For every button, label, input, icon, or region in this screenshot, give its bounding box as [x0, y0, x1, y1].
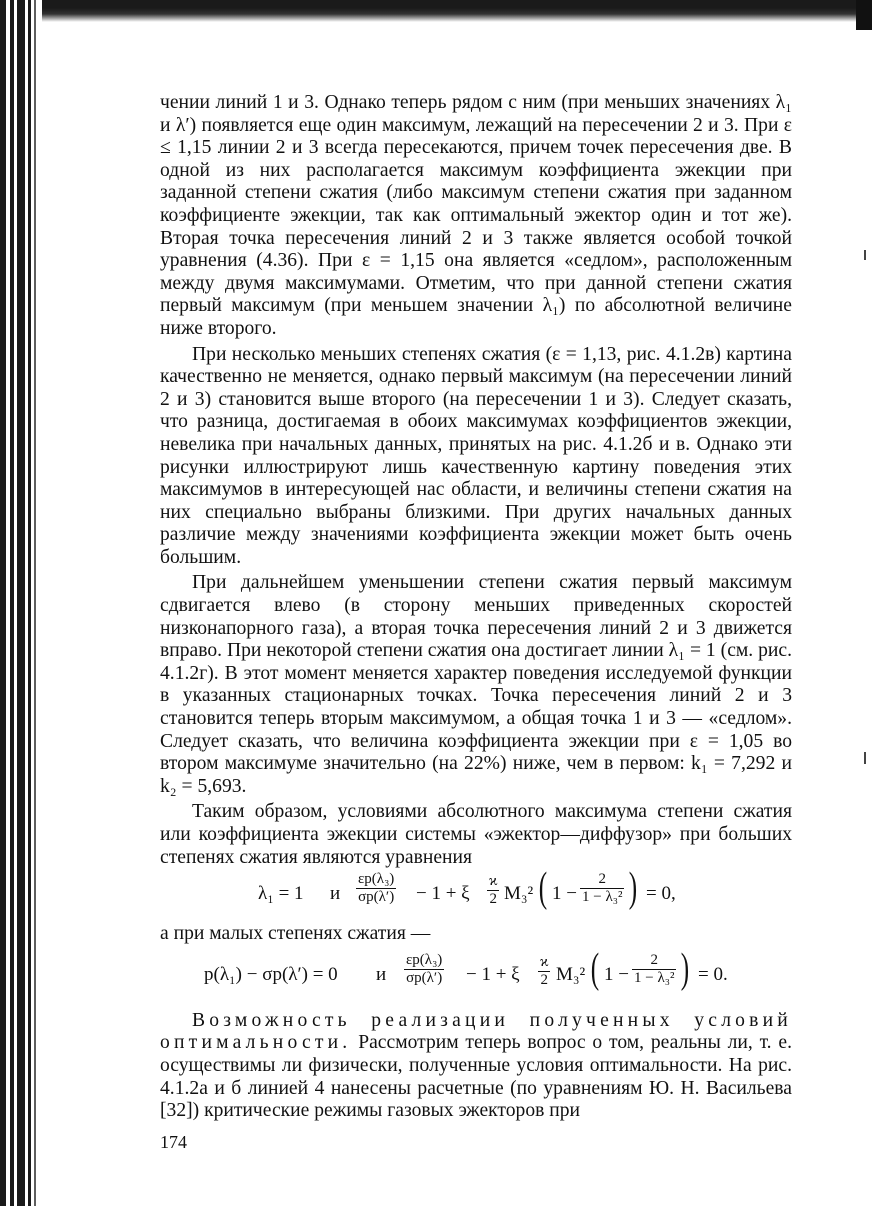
equation-rhs: = 0,	[646, 883, 676, 905]
pressure-ratio-fraction: $\frac{\text{εp(λ₃)}}{\sigma p(\lambda')}$	[358, 871, 395, 906]
equation-large-compression	[160, 865, 792, 919]
equation-conjunction: и	[330, 883, 341, 905]
equation-term: p(λ₁) − σp(λ′) = 0	[204, 963, 338, 985]
kappa-fraction: $\frac{ϰ}{2}$	[489, 873, 498, 908]
scan-top-shadow	[42, 0, 872, 22]
equation-conjunction: и	[376, 963, 387, 985]
equation-term: 1 −	[552, 883, 577, 905]
scan-binding-shadow	[0, 0, 40, 1206]
equation-rhs: = 0.	[698, 963, 728, 985]
scan-speck	[864, 752, 866, 764]
equation-term: − 1 + ξ	[416, 883, 470, 905]
equation-term: − 1 + ξ	[466, 963, 520, 985]
mach-term: M₃²	[504, 883, 534, 905]
right-paren: )	[628, 865, 638, 912]
mach-term: M₃²	[556, 963, 586, 985]
left-paren: (	[538, 865, 548, 912]
scan-speck	[864, 250, 866, 260]
scan-corner-shadow	[856, 0, 872, 30]
page-body	[160, 92, 792, 1123]
run-in-heading: Возможность реализации полученных условий оптимальности.	[160, 1009, 792, 1054]
equation-term: λ₁ = 1	[258, 883, 304, 905]
equation-small-compression	[160, 945, 792, 1000]
inner-fraction: $\frac{2}{\text{1 − λ₃²}}$	[634, 951, 675, 986]
paragraph: Таким образом, условиями абсолютного максимума степени сжатия или коэффициента эжекции системы «эжектор—диффузор» при больших степенях сжатия являются уравнения	[160, 801, 792, 868]
page-number: 174	[160, 1132, 187, 1152]
equation-term: 1 −	[604, 963, 629, 985]
paragraph: При несколько меньших степенях сжатия (ε = 1,13, рис. 4.1.2в) картина качественно не меняется, однако первый максимум (на пересечении линий 2 и 3) становится выше второго (на пересечении 1 и 3). Следует сказать, что разница, достигаемая в обоих максимумах коэффициентов эжекции, невелика при начальных данных, принятых на рис. 4.1.2б и в. Однако эти рисунки иллюстрируют лишь качественную картину поведения этих максимумов в интересующей нас области, и величины степени сжатия на них специально выбраны близкими. При других начальных данных различие между значениями коэффициента эжекции может быть очень большим.	[160, 343, 792, 568]
right-paren: )	[680, 945, 690, 992]
paragraph: При дальнейшем уменьшении степени сжатия первый максимум сдвигается влево (в сторону меньших приведенных скоростей низконапорного газа), а вторая точка пересечения линий 2 и 3 движется вправо. При некоторой степени сжатия она достигает линии λ₁ = 1 (см. рис. 4.1.2г). В этот момент меняется характер поведения исследуемой функции в указанных стационарных точках. Точка пересечения линий 2 и 3 становится теперь вторым максимумом, а общая точка 1 и 3 — «седлом». Следует сказать, что величина коэффициента эжекции при ε = 1,05 во втором максимуме значительно (на 22%) ниже, чем в первом: k₁ = 7,292 и k₂ = 5,693.	[160, 572, 792, 797]
kappa-fraction: $\frac{ϰ}{2}$	[540, 953, 549, 988]
inner-fraction: $\frac{2}{\text{1 − λ₃²}}$	[582, 871, 623, 906]
paragraph: а при малых степенях сжатия —	[160, 923, 431, 945]
paragraph-with-run-in-heading	[160, 1010, 792, 1123]
pressure-ratio-fraction: $\frac{\text{εp(λ₃)}}{\sigma p(\lambda')}$	[406, 951, 443, 986]
paragraph-body: Рассмотрим теперь вопрос о том, реальны ли, т. е. осуществимы ли физически, полученные условия оптимальности. На рис. 4.1.2а и б линией 4 нанесены расчетные (по уравнениям Ю. Н. Васильева [32]) критические режимы газовых эжекторов при	[160, 1032, 792, 1122]
paragraph-continued: чении линий 1 и 3. Однако теперь рядом с ним (при меньших значениях λ₁ и λ′) появляется еще один максимум, лежащий на пересечении 2 и 3. При ε ≤ 1,15 линии 2 и 3 всегда пересекаются, причем точек пересечения две. В одной из них располагается максимум коэффициента эжекции при заданной степени сжатия (либо максимум степени сжатия при заданном коэффициенте эжекции, так как оптимальный эжектор один и тот же). Вторая точка пересечения линий 2 и 3 также является особой точкой уравнения (4.36). При ε = 1,15 она является «седлом», расположенным между двумя максимумами. Отметим, что при данной степени сжатия первый максимум (при меньшем значении λ₁) по абсолютной величине ниже второго.	[160, 92, 792, 339]
left-paren: (	[590, 945, 600, 992]
